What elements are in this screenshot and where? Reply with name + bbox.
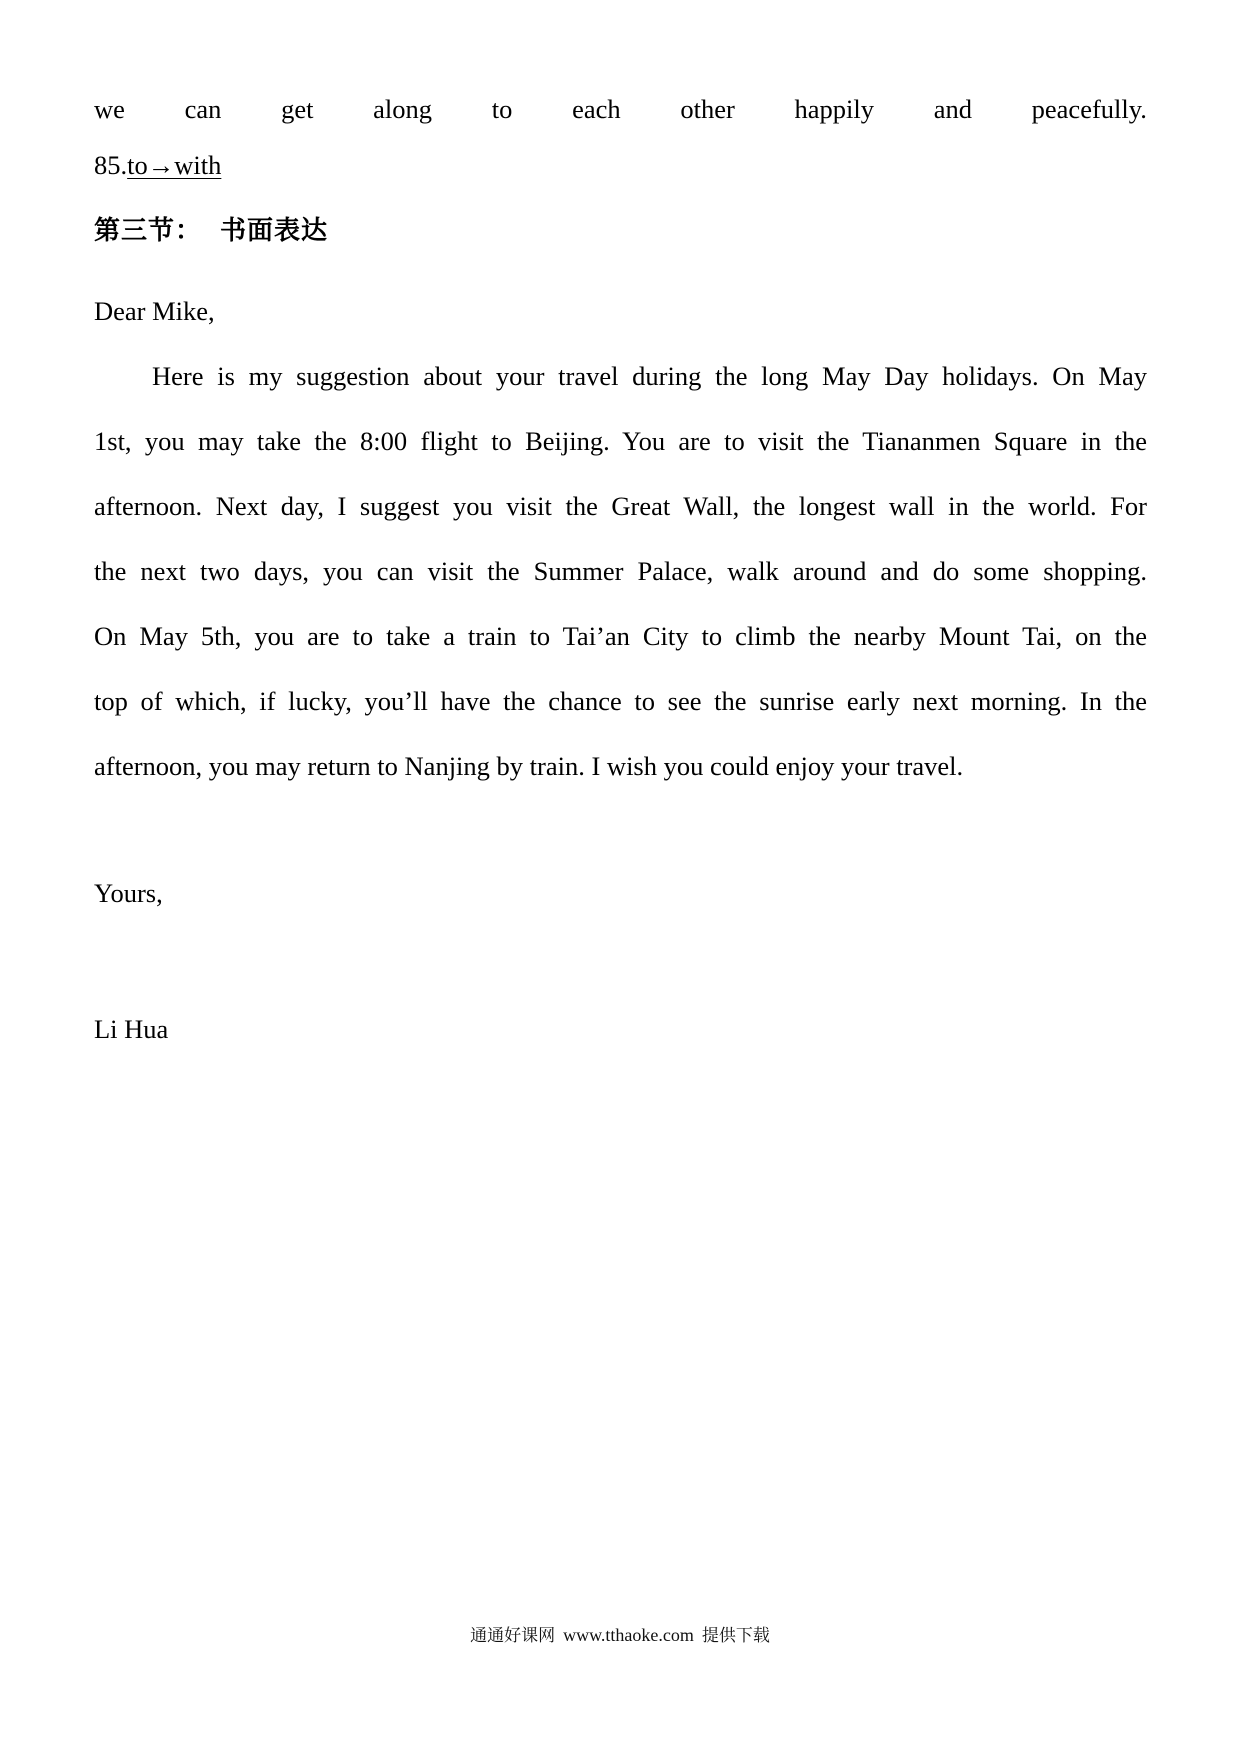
footer-suffix: 提供下载 xyxy=(701,1626,770,1646)
letter-line: top of which, if lucky, you’ll have the chance to see the sunrise early next morning. In the xyxy=(94,686,1147,716)
answer-word: to xyxy=(491,94,513,124)
letter-line: afternoon, you may return to Nanjing by train. I wish you could enjoy your travel. xyxy=(94,751,964,781)
letter-line: Here is my suggestion about your travel during the long May Day holidays. On May xyxy=(152,361,1147,391)
letter-salutation: Dear Mike, xyxy=(94,296,215,326)
correction-text: to→with xyxy=(127,150,222,180)
correction-answer xyxy=(94,140,221,190)
section-subtitle: 书面表达 xyxy=(220,216,329,246)
section-heading xyxy=(94,207,328,255)
page-footer xyxy=(0,1620,1240,1651)
section-title: 第三节： xyxy=(94,216,203,246)
question-number: 85. xyxy=(94,150,128,180)
answer-word: happily xyxy=(794,94,874,124)
answer-word: can xyxy=(184,94,222,124)
answer-word: each xyxy=(572,94,621,124)
answer-word: and xyxy=(933,94,972,124)
answer-word: we xyxy=(94,94,125,124)
letter-closing: Yours, xyxy=(94,878,163,908)
answer-word: peacefully. xyxy=(1031,94,1147,124)
answer-word: other xyxy=(680,94,735,124)
previous-answer-line xyxy=(94,84,1147,134)
letter-signature: Li Hua xyxy=(94,1014,169,1044)
letter-line: On May 5th, you are to take a train to Tai’an City to climb the nearby Mount Tai, on the xyxy=(94,621,1147,651)
answer-word: along xyxy=(373,94,433,124)
letter-line: the next two days, you can visit the Summer Palace, walk around and do some shopping. xyxy=(94,556,1147,586)
letter-line: afternoon. Next day, I suggest you visit the Great Wall, the longest wall in the world. For xyxy=(94,491,1147,521)
footer-url: www.tthaoke.com xyxy=(563,1625,694,1645)
answer-word: get xyxy=(281,94,314,124)
letter-body xyxy=(94,344,1147,799)
footer-site-name: 通通好课网 xyxy=(470,1626,556,1646)
letter-line: 1st, you may take the 8:00 flight to Beijing. You are to visit the Tiananmen Square in the xyxy=(94,426,1147,456)
